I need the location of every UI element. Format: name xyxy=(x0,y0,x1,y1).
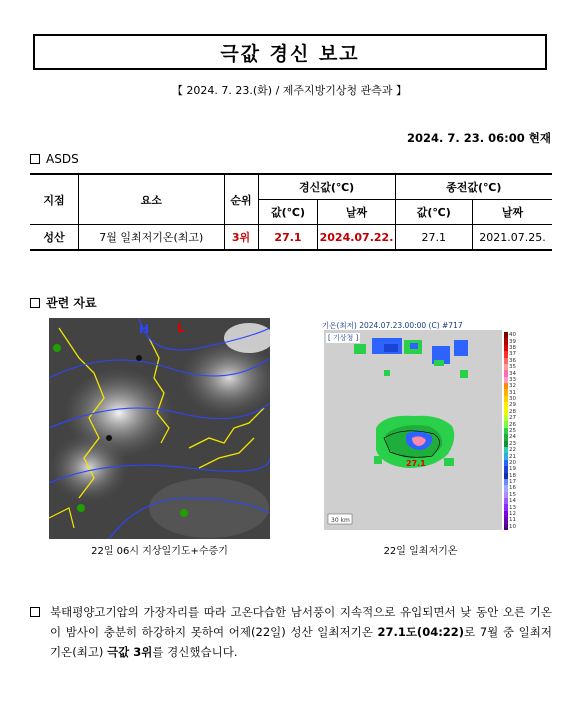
legend-swatch xyxy=(504,524,508,530)
legend-label: 32 xyxy=(509,383,516,390)
related-section-label: 관련 자료 xyxy=(46,296,97,310)
legend-label: 17 xyxy=(509,479,516,486)
map-area xyxy=(324,330,502,530)
min-temp-map xyxy=(322,318,519,532)
summary-bold-value: 27.1도(04:22) xyxy=(377,625,465,639)
legend-label: 10 xyxy=(509,523,516,530)
legend-label: 16 xyxy=(509,485,516,492)
map-header: 기온(최저) 2024.07.23.00:00 (C) #717 xyxy=(322,321,463,330)
report-subtitle: 【 2024. 7. 23.(화) / 제주지방기상청 관측과 】 xyxy=(171,84,408,97)
legend-label: 30 xyxy=(509,396,516,403)
cell-element: 7월 일최저기온(최고) xyxy=(79,225,225,251)
summary-part3: 를 경신했습니다. xyxy=(152,645,238,659)
cell-station: 성산 xyxy=(30,225,79,251)
legend-label: 33 xyxy=(509,376,516,383)
report-datetime: 2024. 7. 23. 06:00 현재 xyxy=(407,131,551,145)
svg-text:L: L xyxy=(177,321,185,335)
legend-label: 23 xyxy=(509,440,516,447)
summary-paragraph xyxy=(30,602,552,662)
header-previous-date: 날짜 xyxy=(472,200,552,225)
cell-old-date: 2021.07.25. xyxy=(472,225,552,251)
legend-label: 15 xyxy=(509,491,516,498)
asds-section-label: ASDS xyxy=(46,152,79,166)
legend-label: 35 xyxy=(509,364,516,371)
legend-label: 34 xyxy=(509,370,516,377)
temperature-legend xyxy=(504,332,519,530)
legend-label: 29 xyxy=(509,402,516,409)
cell-old-value: 27.1 xyxy=(395,225,472,251)
cell-rank: 3위 xyxy=(224,225,258,251)
summary-part1: 북태평양고기압의 가장자리를 따라 고온다습한 남서풍이 지속적으로 유입되면서 낮 동안 오른 기온이 밤사이 충분히 하강하지 못하여 어제(22일) 성산 일최저기온 xyxy=(50,605,552,639)
legend-entry xyxy=(504,524,519,530)
legend-label: 26 xyxy=(509,421,516,428)
legend-label: 31 xyxy=(509,389,516,396)
header-station: 지점 xyxy=(30,174,79,225)
legend-label: 18 xyxy=(509,472,516,479)
header-previous-value: 값(℃) xyxy=(395,200,472,225)
legend-label: 19 xyxy=(509,466,516,473)
cell-new-value: 27.1 xyxy=(258,225,318,251)
header-renewed-value: 값(℃) xyxy=(258,200,318,225)
summary-text xyxy=(50,602,552,662)
square-bullet-icon xyxy=(30,607,40,617)
legend-label: 13 xyxy=(509,504,516,511)
header-renewed: 경신값(℃) xyxy=(258,174,395,200)
map-tag: [ 기상청 ] xyxy=(328,334,359,342)
header-rank: 순위 xyxy=(224,174,258,225)
legend-label: 39 xyxy=(509,338,516,345)
figure1-caption: 22일 06시 지상일기도+수증기 xyxy=(91,546,228,557)
svg-text:H: H xyxy=(139,322,150,336)
legend-label: 20 xyxy=(509,459,516,466)
legend-label: 28 xyxy=(509,408,516,415)
page-title: 극값 경신 보고 xyxy=(220,42,360,65)
legend-label: 37 xyxy=(509,351,516,358)
legend-label: 27 xyxy=(509,415,516,422)
legend-label: 22 xyxy=(509,447,516,454)
scale-bar-label: 30 km xyxy=(331,517,350,524)
header-renewed-date: 날짜 xyxy=(318,200,395,225)
legend-label: 12 xyxy=(509,511,516,518)
summary-part2: 로 7월 중 일최저기온(최고) xyxy=(50,625,552,659)
header-previous: 종전값(℃) xyxy=(395,174,552,200)
title-box xyxy=(33,34,547,70)
asds-section-heading xyxy=(30,152,79,166)
square-bullet-icon xyxy=(30,298,40,308)
weather-chart-image xyxy=(49,318,270,539)
legend-label: 14 xyxy=(509,498,516,505)
header-element: 요소 xyxy=(79,174,225,225)
related-section-heading xyxy=(30,294,97,311)
legend-label: 11 xyxy=(509,517,516,524)
legend-label: 38 xyxy=(509,344,516,351)
map-point-label: 27.1 xyxy=(406,459,426,468)
legend-label: 21 xyxy=(509,453,516,460)
summary-bold-rank: 극값 3위 xyxy=(107,645,153,659)
figure2-caption: 22일 일최저기온 xyxy=(383,546,458,557)
square-bullet-icon xyxy=(30,154,40,164)
asds-table xyxy=(30,173,552,251)
table-row xyxy=(30,225,552,251)
legend-label: 36 xyxy=(509,357,516,364)
cell-new-date: 2024.07.22. xyxy=(318,225,395,251)
legend-label: 25 xyxy=(509,427,516,434)
legend-label: 24 xyxy=(509,434,516,441)
legend-label: 40 xyxy=(509,332,516,339)
